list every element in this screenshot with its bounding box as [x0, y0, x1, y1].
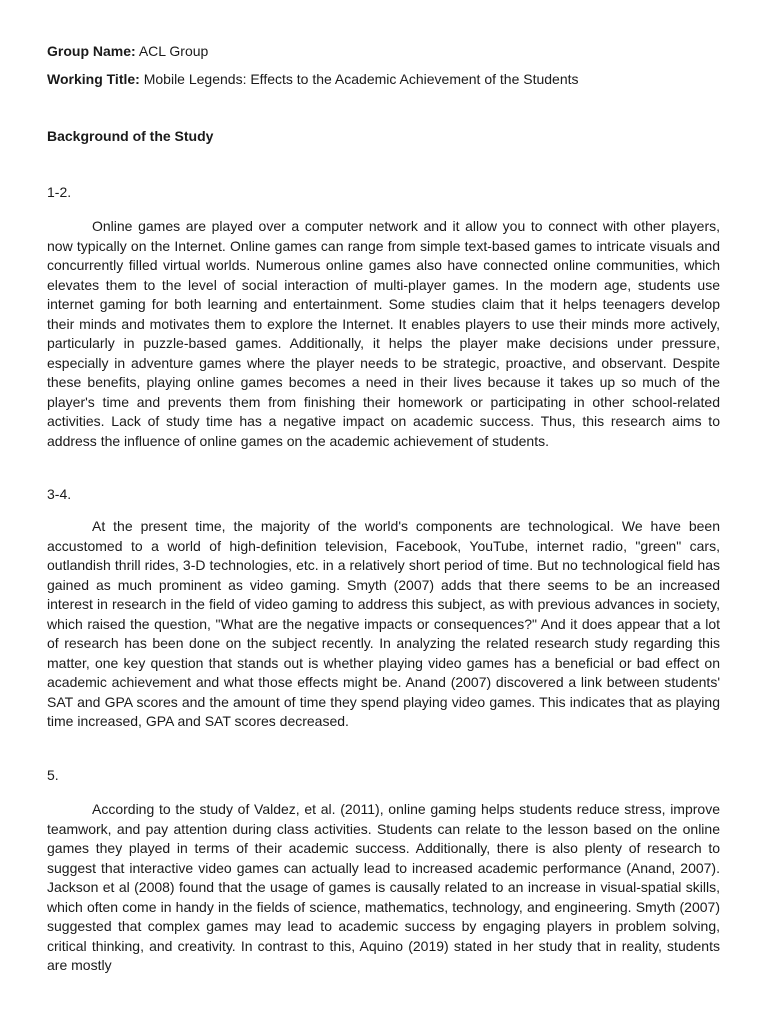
group-name-line	[47, 42, 208, 61]
section-label-1-2: 1-2.	[47, 184, 72, 200]
working-title-label: Working Title:	[47, 71, 140, 87]
paragraph-5: According to the study of Valdez, et al. (2011), online gaming helps students reduce stress, improve teamwork, and pay attention during class activities. Students can relate to the lesson based on the online games they played in terms of their academic success. Additionally, there is also plenty of research to suggest that interactive video games can actually lead to increased academic performance (Anand, 2007). Jackson et al (2008) found that the usage of games is causally related to an increase in visual-spatial skills, which often come in handy in the fields of science, mathematics, technology, and engineering. Smyth (2007) suggested that complex games may lead to academic success by engaging players in problem solving, critical thinking, and creativity. In contrast to this, Aquino (2019) stated in her study that in reality, students are mostly	[47, 801, 720, 973]
group-name-value: ACL Group	[138, 43, 209, 59]
paragraph-1-2: Online games are played over a computer network and it allow you to connect with other players, now typically on the Internet. Online games can range from simple text-based games to intricate visuals and concurrently filled virtual worlds. Numerous online games also have connected online communities, which elevates them to the level of social interaction of multi-player games. In the modern age, students use internet gaming for both learning and entertainment. Some studies claim that it helps teenagers develop their minds and motivates them to explore the Internet. It enables players to use their minds more actively, particularly in puzzle-based games. Additionally, it helps the player make decisions under pressure, especially in adventure games where the player needs to be strategic, proactive, and observant. Despite these benefits, playing online games becomes a need in their lives because it takes up so much of the player's time and prevents them from finishing their homework or participating in other school-related activities. Lack of study time has a negative impact on academic success. Thus, this research aims to address the influence of online games on the academic achievement of students.	[47, 218, 720, 449]
section-heading: Background of the Study	[47, 128, 214, 144]
working-title-value: Mobile Legends: Effects to the Academic Achievement of the Students	[143, 71, 579, 87]
section-label-5: 5.	[47, 767, 59, 783]
section-label-3-4: 3-4.	[47, 486, 72, 502]
group-name-label: Group Name:	[47, 43, 136, 59]
working-title-line	[47, 70, 579, 89]
paragraph-3-4: At the present time, the majority of the world's components are technological. We have been accustomed to a world of high-definition television, Facebook, YouTube, internet radio, "green" cars, outlandish thrill rides, 3-D technologies, etc. in a relatively short period of time. But no technological field has gained as much prominent as video gaming. Smyth (2007) adds that there seems to be an increased interest in research in the field of video gaming to address this subject, as with previous advances in society, which raised the question, "What are the negative impacts or consequences?" And it does appear that a lot of research has been done on the subject recently. In analyzing the related research study regarding this matter, one key question that stands out is whether playing video games has a beneficial or bad effect on academic achievement and what those effects might be. Anand (2007) discovered a link between students' SAT and GPA scores and the amount of time they spend playing video games. This indicates that as playing time increased, GPA and SAT scores decreased.	[47, 518, 720, 729]
